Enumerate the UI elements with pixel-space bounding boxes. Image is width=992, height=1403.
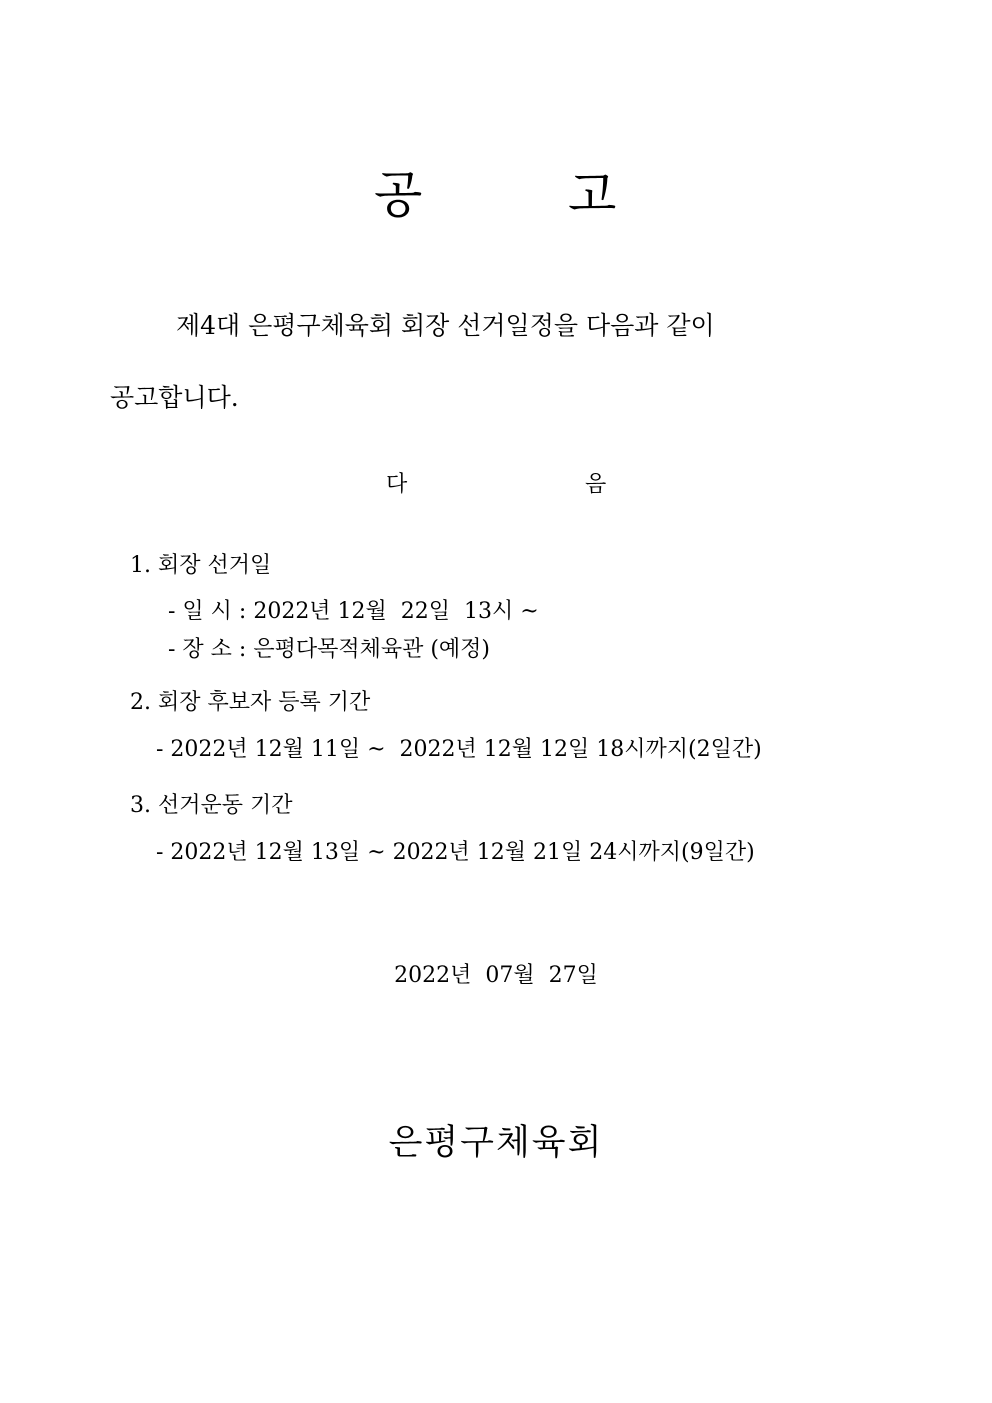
intro-line-2: 공고합니다. (110, 383, 239, 412)
title-char-right: 고 (568, 166, 617, 224)
section-3-heading: 3. 선거운동 기간 (130, 793, 293, 818)
title-char-left: 공 (374, 166, 423, 224)
notice-date: 2022년 07월 27일 (394, 963, 598, 988)
section-2-line-1: - 2022년 12월 11일 ~ 2022년 12월 12일 18시까지(2일간) (156, 737, 762, 762)
section-3-line-1: - 2022년 12월 13일 ~ 2022년 12월 21일 24시까지(9일간) (156, 840, 755, 865)
organization-name: 은평구체육회 (388, 1123, 604, 1163)
subtitle-char-left: 다 (386, 472, 408, 497)
section-2-heading: 2. 회장 후보자 등록 기간 (130, 690, 371, 715)
section-1-line-1: - 일 시 : 2022년 12월 22일 13시 ~ (168, 599, 539, 624)
section-1-heading: 1. 회장 선거일 (130, 553, 272, 578)
subtitle-char-right: 음 (585, 472, 607, 497)
intro-line-1: 제4대 은평구체육회 회장 선거일정을 다음과 같이 (176, 311, 715, 340)
section-1-line-2: - 장 소 : 은평다목적체육관 (예정) (168, 637, 491, 662)
